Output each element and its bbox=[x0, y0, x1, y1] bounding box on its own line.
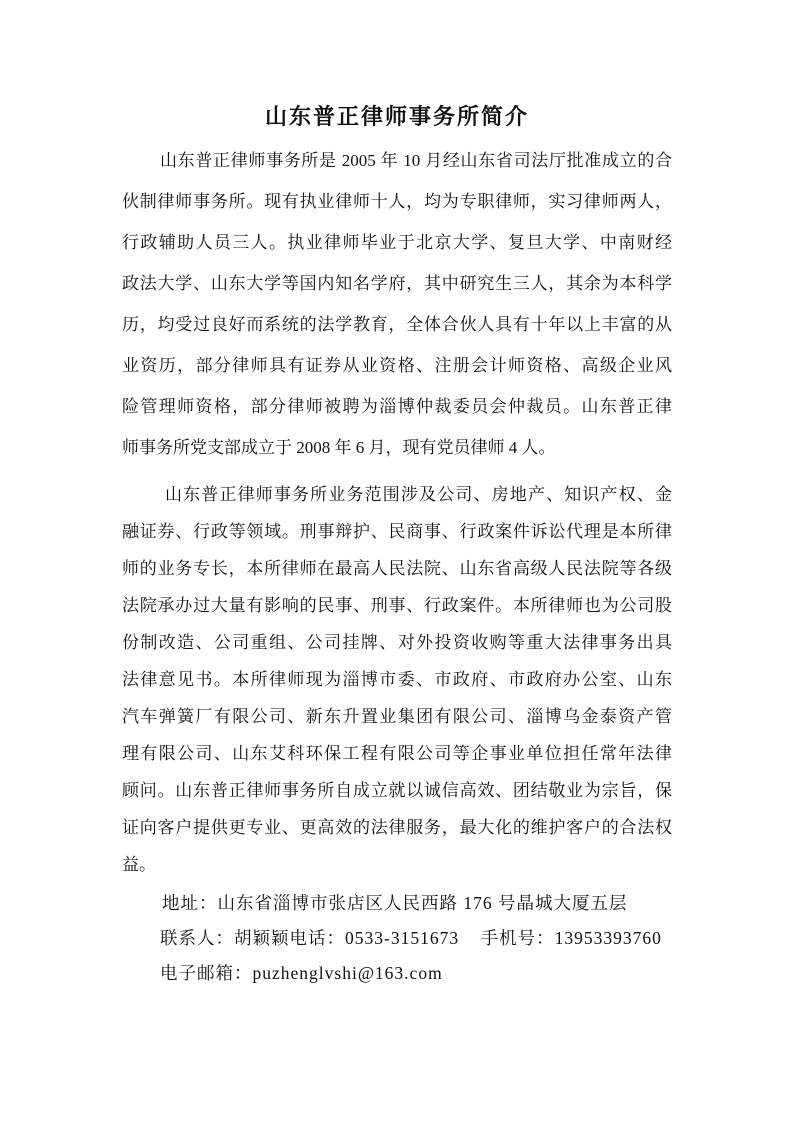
paragraph-line: 业资历，部分律师具有证券从业资格、注册会计师资格、高级企业风 bbox=[122, 355, 672, 375]
contact-phone: 联系人：胡颖颖电话：0533-3151673 手机号：13953393760 bbox=[160, 927, 662, 948]
paragraph-line: 政法大学、山东大学等国内知名学府，其中研究生三人，其余为本科学 bbox=[122, 273, 672, 293]
contact-info bbox=[160, 886, 662, 991]
paragraph-line: 益。 bbox=[122, 854, 156, 874]
intro-paragraph-2 bbox=[122, 476, 672, 883]
paragraph-line: 行政辅助人员三人。执业律师毕业于北京大学、复旦大学、中南财经 bbox=[122, 232, 672, 252]
paragraph-line: 理有限公司、山东艾科环保工程有限公司等企事业单位担任常年法律 bbox=[122, 743, 672, 763]
paragraph-line: 伙制律师事务所。现有执业律师十人，均为专职律师，实习律师两人， bbox=[122, 191, 672, 211]
paragraph-line: 顾问。山东普正律师事务所自成立就以诚信高效、团结敬业为宗旨，保 bbox=[122, 780, 672, 800]
paragraph-line: 证向客户提供更专业、更高效的法律服务，最大化的维护客户的合法权 bbox=[122, 817, 672, 837]
paragraph-line: 师的业务专长，本所律师在最高人民法院、山东省高级人民法院等各级 bbox=[122, 558, 672, 578]
paragraph-line: 法律意见书。本所律师现为淄博市委、市政府、市政府办公室、山东 bbox=[122, 669, 672, 689]
intro-paragraph-1 bbox=[122, 140, 672, 468]
paragraph-line: 汽车弹簧厂有限公司、新东升置业集团有限公司、淄博乌金泰资产管 bbox=[122, 706, 672, 726]
paragraph-line: 份制改造、公司重组、公司挂牌、对外投资收购等重大法律事务出具 bbox=[122, 632, 672, 652]
paragraph-line: 法院承办过大量有影响的民事、刑事、行政案件。本所律师也为公司股 bbox=[122, 595, 672, 615]
paragraph-line: 险管理师资格，部分律师被聘为淄博仲裁委员会仲裁员。山东普正律 bbox=[122, 396, 672, 416]
paragraph-line: 融证券、行政等领域。刑事辩护、民商事、行政案件诉讼代理是本所律 bbox=[122, 521, 672, 541]
contact-email: 电子邮箱：puzhenglvshi@163.com bbox=[160, 962, 443, 983]
contact-address: 地址：山东省淄博市张店区人民西路 176 号晶城大厦五层 bbox=[162, 892, 628, 913]
paragraph-line: 历，均受过良好而系统的法学教育，全体合伙人具有十年以上丰富的从 bbox=[122, 314, 672, 334]
document-title: 山东普正律师事务所简介 bbox=[264, 104, 529, 129]
paragraph-line: 师事务所党支部成立于 2008 年 6 月，现有党员律师 4 人。 bbox=[122, 437, 556, 457]
paragraph-line: 山东普正律师事务所业务范围涉及公司、房地产、知识产权、金 bbox=[165, 484, 672, 504]
paragraph-line: 山东普正律师事务所是 2005 年 10 月经山东省司法厅批准成立的合 bbox=[160, 150, 672, 170]
